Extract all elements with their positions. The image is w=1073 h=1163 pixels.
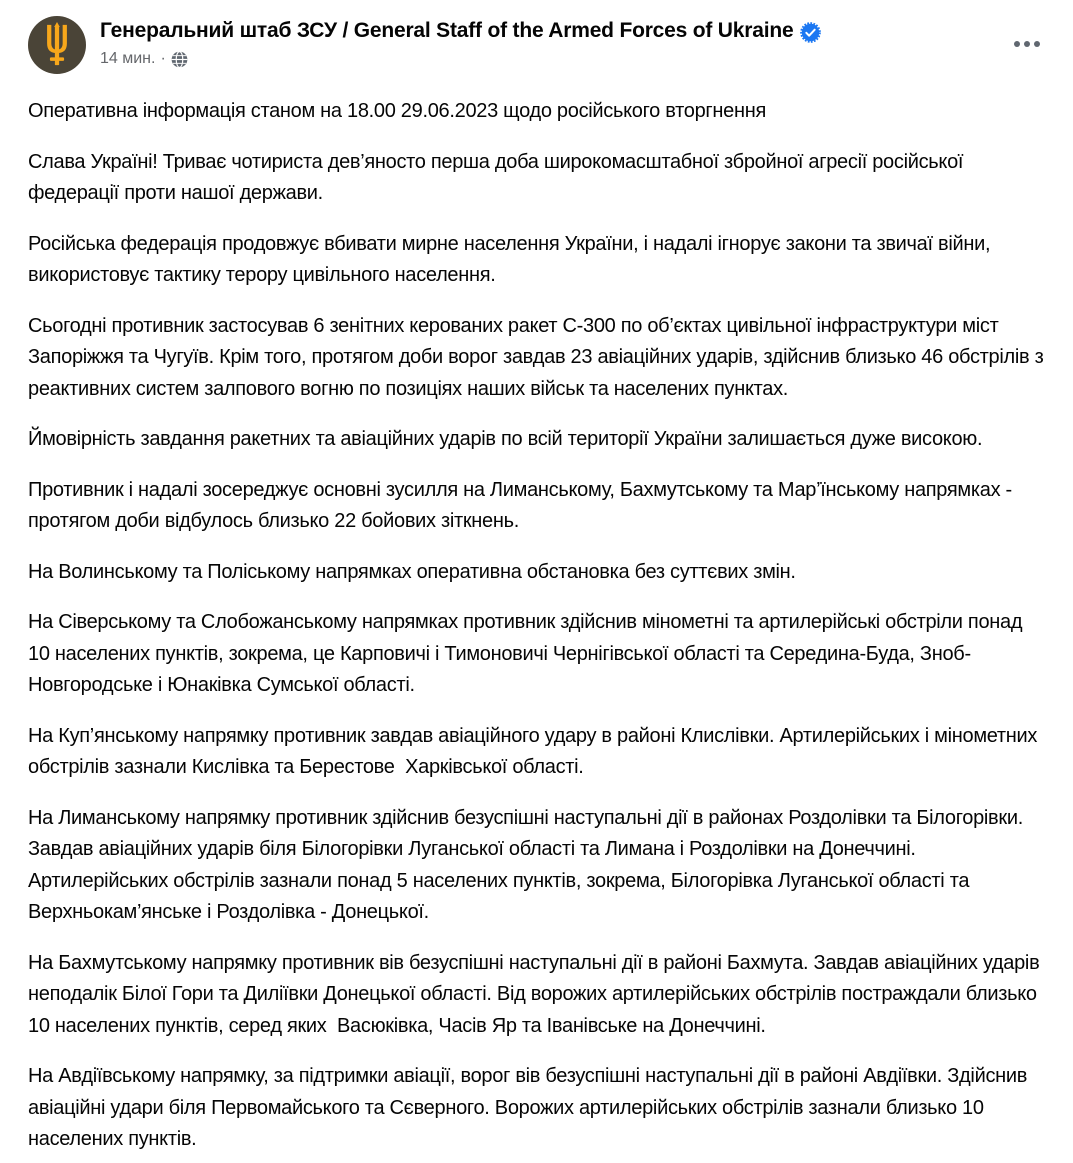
post-paragraph: На Куп’янському напрямку противник завдав авіаційного удару в районі Клислівки. Артилерійських і мінометних обстрілів зазнали Кислівка та Берестове Харківської області. bbox=[28, 724, 1043, 778]
post-paragraph: На Сіверському та Слобожанському напрямках противник здійснив мінометні та артилерійські обстріли понад 10 населених пунктів, зокрема, це Карповичі і Тимоновичі Чернігівської області та Середина-Буда, Зноб-Новгородське і Юнаківка Сумської області. bbox=[28, 611, 1028, 696]
post-header bbox=[0, 0, 1073, 74]
post-paragraph: На Волинському та Поліському напрямках оперативна обстановка без суттєвих змін. bbox=[28, 560, 796, 583]
post-timestamp[interactable]: 14 мин. bbox=[100, 50, 156, 67]
trident-icon bbox=[39, 22, 75, 68]
post-body-text bbox=[0, 74, 1073, 1156]
page-avatar[interactable] bbox=[28, 16, 86, 74]
meta-separator: · bbox=[160, 50, 166, 67]
post-paragraph: Противник і надалі зосереджує основні зусилля на Лиманському, Бахмутському та Мар’їнському напрямках - протягом доби відбулось близько 22 бойових зіткнень. bbox=[28, 478, 1018, 532]
globe-icon bbox=[171, 51, 188, 68]
ellipsis-icon bbox=[1014, 41, 1040, 47]
page-name-link[interactable]: Генеральний штаб ЗСУ / General Staff of the Armed Forces of Ukraine bbox=[100, 19, 794, 42]
post-paragraph: На Авдіївському напрямку, за підтримки авіації, ворог вів безуспішні наступальні дії в районі Авдіївки. Здійснив авіаційні удари біля Первомайського та Сєверного. Ворожих артилерійських обстрілів зазнали близько 10 населених пунктів. bbox=[28, 1065, 1033, 1150]
post-paragraph: Сьогодні противник застосував 6 зенітних керованих ракет С-300 по об’єктах цивільної інфраструктури міст Запоріжжя та Чугуїв. Крім того, протягом доби ворог завдав 23 авіаційних ударів, здійснив близько 46 обстрілів з реактивних систем залпового вогню по позиціях наших військ та населених пунктах. bbox=[28, 314, 1049, 400]
post-meta-row bbox=[100, 50, 821, 68]
verified-badge-icon bbox=[800, 22, 821, 43]
post-paragraph: Оперативна інформація станом на 18.00 29.06.2023 щодо російського вторгнення bbox=[28, 100, 766, 122]
post-paragraph: На Лиманському напрямку противник здійснив безуспішні наступальні дії в районах Роздолівки та Білогорівки. Завдав авіаційних ударів біля Білогорівки Луганської області та Лимана і Роздолівки на Донеччині. Артилерійських обстрілів зазнали понад 5 населених пунктів, зокрема, Білогорівка Луганської області та Верхньокам’янське і Роздолівка - Донецької. bbox=[28, 806, 1029, 923]
more-options-button[interactable] bbox=[1009, 32, 1045, 56]
post-paragraph: Слава Україні! Триває чотириста дев’яносто перша доба широкомасштабної збройної агресії російської федерації проти нашої держави. bbox=[28, 150, 969, 204]
header-text bbox=[100, 16, 821, 68]
post-paragraph: На Бахмутському напрямку противник вів безуспішні наступальні дії в районі Бахмута. Завдав авіаційних ударів неподалік Білої Гори та Диліївки Донецької області. Від ворожих артилерійських обстрілів постраждали близько 10 населених пунктів, серед яких Васюківка, Часів Яр та Іванівське на Донеччині. bbox=[28, 951, 1045, 1037]
post-paragraph: Ймовірність завдання ракетних та авіаційних ударів по всій території України залишається дуже високою. bbox=[28, 428, 983, 450]
page-name-row bbox=[100, 19, 821, 43]
post-paragraph: Російська федерація продовжує вбивати мирне населення України, і надалі ігнорує закони та звичаї війни, використовує тактику терору цивільного населення. bbox=[28, 232, 996, 286]
